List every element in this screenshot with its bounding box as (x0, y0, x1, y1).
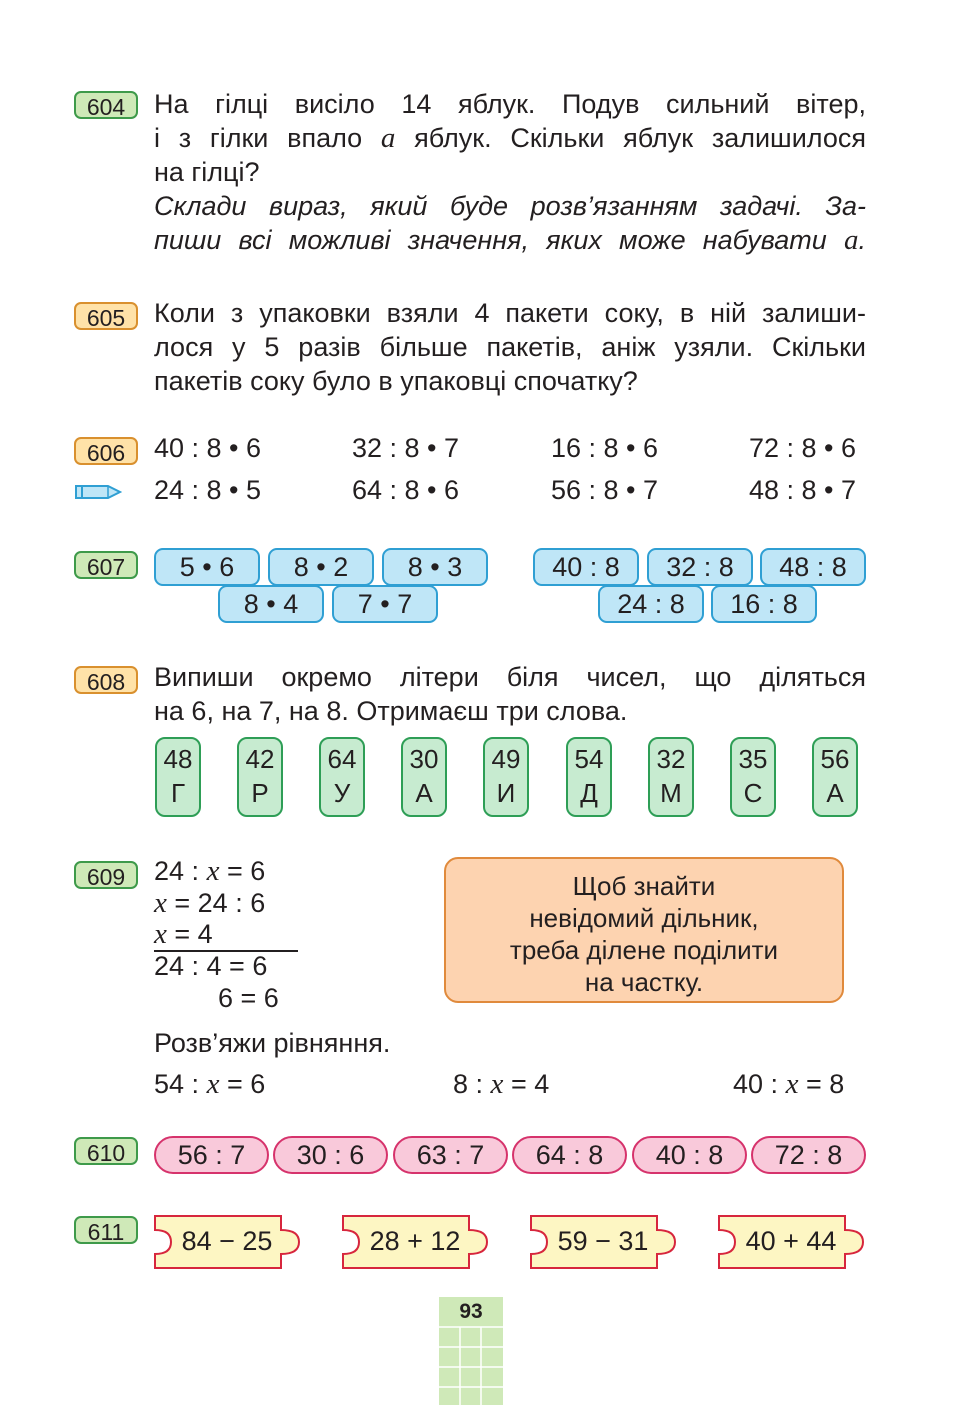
expr-606-6: 64 : 8 • 6 (352, 475, 460, 505)
pill-607: 48 : 8 (760, 548, 866, 586)
pill-607: 16 : 8 (711, 585, 817, 623)
puzzle-expression: 40 + 44 (745, 1226, 837, 1256)
example-check-result: 6 = 6 (218, 983, 279, 1013)
eq2-left: 8 : (453, 1069, 484, 1099)
variable-x: x (154, 887, 167, 919)
example-line-3 (154, 918, 213, 950)
card-number: 64 (327, 744, 357, 774)
eq2-right: = 4 (510, 1069, 550, 1099)
pink-pill: 30 : 6 (273, 1136, 388, 1174)
example-line-1 (154, 855, 265, 887)
card-letter: У (333, 778, 351, 808)
letter-card (319, 737, 365, 817)
letter-card (155, 737, 201, 817)
card-number: 54 (574, 744, 604, 774)
card-number: 42 (245, 744, 275, 774)
pink-pill: 63 : 7 (393, 1136, 508, 1174)
ex2-right: = 24 : 6 (174, 888, 266, 918)
pencil-icon (74, 482, 122, 502)
rule-line-1: Щоб знайти (572, 871, 716, 901)
page-number: 93 (459, 1300, 483, 1323)
expr-606-5: 24 : 8 • 5 (154, 475, 262, 505)
task-605-line-1: Коли з упаковки взяли 4 пакети соку, в ній залиши- (154, 298, 866, 328)
pill-607: 8 • 4 (218, 585, 324, 623)
task-604-italic-2a: пиши всі можливі значення, яких може набувати (154, 225, 827, 255)
puzzle-expression: 59 − 31 (557, 1226, 649, 1256)
pink-pill: 64 : 8 (512, 1136, 627, 1174)
card-number: 49 (491, 744, 521, 774)
variable-x: x (206, 855, 220, 887)
letter-card (812, 737, 858, 817)
task-604-line-2b: яблук. Скільки яблук залишилося (414, 123, 866, 153)
card-letter: С (743, 778, 763, 808)
pill-607: 24 : 8 (598, 585, 704, 623)
task-608-line-1: Випиши окремо літери біля чисел, що діляться (154, 662, 866, 692)
card-letter: Д (580, 778, 598, 808)
card-letter: Г (170, 778, 186, 808)
card-number: 48 (163, 744, 193, 774)
card-number: 32 (656, 744, 686, 774)
task-number-605: 605 (74, 302, 138, 330)
variable-x: x (785, 1068, 799, 1100)
variable-a-2: a (843, 224, 859, 256)
task-605-line-2: лося у 5 разів більше пакетів, аніж узяли. Скільки (154, 332, 866, 362)
task-number-609: 609 (74, 861, 138, 889)
variable-x: x (206, 1068, 220, 1100)
variable-x: x (490, 1068, 504, 1100)
task-604-text (154, 87, 866, 257)
equation-3 (733, 1067, 844, 1101)
rule-line-2: невідомий дільник, (529, 903, 759, 933)
pink-pill: 72 : 8 (751, 1136, 866, 1174)
puzzle-piece (341, 1214, 489, 1270)
task-604-line-2a: і з гілки впало (154, 123, 363, 153)
letter-card (730, 737, 776, 817)
eq3-left: 40 : (733, 1069, 779, 1099)
letter-card (237, 737, 283, 817)
task-604-line-1: На гілці висіло 14 яблук. Подув сильний вітер, (154, 89, 866, 119)
task-number-606: 606 (74, 437, 138, 465)
eq1-left: 54 : (154, 1069, 200, 1099)
task-609-instruction: Розв’яжи рівняння. (154, 1028, 391, 1058)
task-number-607: 607 (74, 551, 138, 579)
task-number-604: 604 (74, 91, 138, 119)
pink-pill: 40 : 8 (632, 1136, 747, 1174)
ex3-right: = 4 (174, 919, 213, 949)
letter-card (401, 737, 447, 817)
card-letter: Р (251, 778, 269, 808)
card-number: 56 (820, 744, 850, 774)
task-604-line-3: на гілці? (154, 157, 260, 187)
expr-606-3: 16 : 8 • 6 (551, 433, 659, 463)
equation-2 (453, 1067, 549, 1101)
variable-a: a (380, 122, 396, 154)
pill-607: 5 • 6 (154, 548, 260, 586)
task-605-line-3: пакетів соку було в упаковці спочатку? (154, 366, 638, 396)
puzzle-piece (529, 1214, 677, 1270)
expr-606-1: 40 : 8 • 6 (154, 433, 262, 463)
task-608-line-2: на 6, на 7, на 8. Отримаєш три слова. (154, 696, 628, 726)
equation-1 (154, 1067, 265, 1101)
eq3-right: = 8 (805, 1069, 845, 1099)
pill-607: 32 : 8 (647, 548, 753, 586)
rule-box (444, 857, 844, 1003)
example-line-2 (154, 887, 265, 919)
ex1-right: = 6 (226, 856, 266, 886)
puzzle-expression: 28 + 12 (369, 1226, 461, 1256)
variable-x: x (154, 918, 167, 950)
expr-606-2: 32 : 8 • 7 (352, 433, 460, 463)
eq1-right: = 6 (226, 1069, 266, 1099)
letter-card (566, 737, 612, 817)
task-605-text (154, 296, 866, 398)
puzzle-expression: 84 − 25 (181, 1226, 273, 1256)
task-608-text (154, 660, 866, 728)
task-604-italic-1: Склади вираз, який буде розв’язанням задачі. За- (154, 191, 866, 221)
expr-606-7: 56 : 8 • 7 (551, 475, 659, 505)
task-604-period: . (858, 225, 866, 255)
task-604-line-2 (154, 121, 866, 155)
expr-606-8: 48 : 8 • 7 (749, 475, 857, 505)
pill-607: 8 • 2 (268, 548, 374, 586)
pink-pill: 56 : 7 (154, 1136, 269, 1174)
card-letter: А (415, 778, 433, 808)
page-number-box (439, 1297, 503, 1405)
task-number-608: 608 (74, 666, 138, 694)
letter-card (648, 737, 694, 817)
card-letter: А (826, 778, 844, 808)
pill-607: 8 • 3 (382, 548, 488, 586)
task-604-italic-2 (154, 223, 866, 257)
letter-card (483, 737, 529, 817)
pill-607: 7 • 7 (332, 585, 438, 623)
card-number: 35 (738, 744, 768, 774)
expr-606-4: 72 : 8 • 6 (749, 433, 857, 463)
ex1-left: 24 : (154, 856, 200, 886)
card-letter: М (660, 778, 682, 808)
task-number-610: 610 (74, 1137, 138, 1165)
puzzle-piece (717, 1214, 865, 1270)
pill-607: 40 : 8 (533, 548, 639, 586)
example-check: 24 : 4 = 6 (154, 951, 268, 981)
rule-line-3: треба ділене поділити (509, 935, 779, 965)
card-letter: И (496, 778, 516, 808)
card-number: 30 (409, 744, 439, 774)
puzzle-piece (153, 1214, 301, 1270)
task-number-611: 611 (74, 1216, 138, 1244)
rule-line-4: на частку. (584, 967, 704, 997)
